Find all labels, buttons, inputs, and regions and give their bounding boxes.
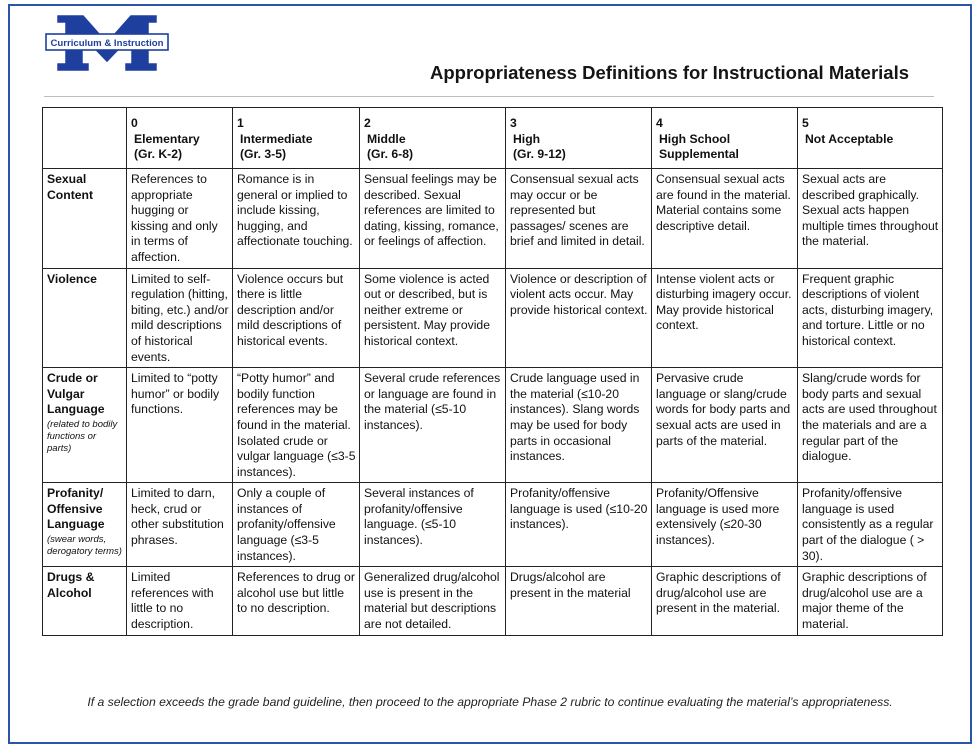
level-number: 2 (364, 116, 371, 130)
table-cell: Violence or description of violent acts occur. May provide historical context. (506, 268, 652, 368)
level-grades: (Gr. 3-5) (240, 147, 287, 162)
table-cell: References to appropriate hugging or kissing and only in terms of affection. (127, 169, 233, 269)
level-number: 3 (510, 116, 517, 130)
row-label (43, 268, 127, 368)
table-cell: Graphic descriptions of drug/alcohol use are a major theme of the material. (798, 567, 943, 635)
row-label-note: (related to bodily functions or parts) (47, 418, 118, 454)
column-header-1 (233, 108, 360, 169)
level-grades: (Gr. K-2) (134, 147, 183, 162)
level-number: 4 (656, 116, 663, 130)
table-cell: Several crude references or language are found in the material (≤5-10 instances). (360, 368, 506, 483)
table-row-violence (43, 268, 943, 368)
table-cell: Pervasive crude language or slang/crude words for body parts and sexual acts are used in parts of the material. (652, 368, 798, 483)
table-cell: “Potty humor” and bodily function references may be found in the material. Isolated crude or vulgar language (≤3-5 instances). (233, 368, 360, 483)
level-name: Elementary (134, 131, 200, 146)
table-cell: Romance is in general or implied to include kissing, hugging, and affectionate touching. (233, 169, 360, 269)
table-cell: Profanity/offensive language is used (≤10-20 instances). (506, 483, 652, 567)
table-row-drugs-alcohol (43, 567, 943, 635)
table-cell: Crude language used in the material (≤10-20 instances). Slang words may be used for body parts in occasional instances. (506, 368, 652, 483)
level-grades: (Gr. 9-12) (513, 147, 566, 162)
row-label-text: Profanity/ Offensive Language (47, 486, 105, 532)
table-cell: Sensual feelings may be described. Sexual references are limited to dating, kissing, romance, or feelings of affection. (360, 169, 506, 269)
row-label-text: Sexual Content (47, 172, 94, 202)
level-number: 0 (131, 116, 138, 130)
level-grades: Supplemental (659, 147, 739, 162)
table-cell: Sexual acts are described graphically. Sexual acts happen multiple times throughout the material. (798, 169, 943, 269)
table-cell: Violence occurs but there is little description and/or mild descriptions of historical events. (233, 268, 360, 368)
column-header-3 (506, 108, 652, 169)
footnote: If a selection exceeds the grade band guideline, then proceed to the appropriate Phase 2 rubric to continue evaluating the material’s appropriateness. (87, 695, 893, 709)
table-row-profanity (43, 483, 943, 567)
row-label-note: (swear words, derogatory terms) (47, 534, 122, 558)
table-cell: Some violence is acted out or described, but is neither extreme or persistent. May provide historical context. (360, 268, 506, 368)
header-row (43, 108, 943, 169)
document-title: Appropriateness Definitions for Instructional Materials (430, 62, 910, 83)
table-cell: Limited to self-regulation (hitting, biting, etc.) and/or mild descriptions of historical events. (127, 268, 233, 368)
logo-banner-text: Curriculum & Instruction (50, 38, 164, 49)
row-label (43, 169, 127, 269)
row-label (43, 483, 127, 567)
table-cell: Slang/crude words for body parts and sexual acts are used throughout the materials and are a regular part of the dialogue. (798, 368, 943, 483)
table-cell: Drugs/alcohol are present in the material (506, 567, 652, 635)
table-cell: Graphic descriptions of drug/alcohol use are present in the material. (652, 567, 798, 635)
definitions-table (42, 107, 943, 636)
table-cell: Profanity/offensive language is used consistently as a regular part of the dialogue ( > 30). (798, 483, 943, 567)
column-header-0 (127, 108, 233, 169)
table-cell: References to drug or alcohol use but little to no description. (233, 567, 360, 635)
curriculum-instruction-logo (44, 10, 170, 76)
table-cell: Intense violent acts or disturbing imagery occur. May provide historical context. (652, 268, 798, 368)
level-name: Middle (367, 131, 406, 146)
row-label-text: Drugs & Alcohol (47, 570, 95, 600)
level-name: High (513, 131, 541, 146)
level-name: High School (659, 131, 731, 146)
table-cell: Only a couple of instances of profanity/offensive language (≤3-5 instances). (233, 483, 360, 567)
table-row-crude-language (43, 368, 943, 483)
table-cell: Consensual sexual acts are found in the material. Material contains some descriptive detail. (652, 169, 798, 269)
table-cell: Several instances of profanity/offensive language. (≤5-10 instances). (360, 483, 506, 567)
level-name: Not Acceptable (805, 131, 894, 146)
column-header-4 (652, 108, 798, 169)
level-grades: (Gr. 6-8) (367, 147, 414, 162)
table-cell: Frequent graphic descriptions of violent acts, disturbing imagery, and torture. Little or no historical context. (798, 268, 943, 368)
table-cell: Generalized drug/alcohol use is present in the material but descriptions are not detailed. (360, 567, 506, 635)
column-header-5 (798, 108, 943, 169)
title-divider (44, 96, 934, 97)
level-number: 1 (237, 116, 244, 130)
level-name: Intermediate (240, 131, 313, 146)
table-cell: Limited to darn, heck, crud or other substitution phrases. (127, 483, 233, 567)
table-cell: Consensual sexual acts may occur or be represented but passages/ scenes are brief and limited in detail. (506, 169, 652, 269)
level-number: 5 (802, 116, 809, 130)
table-cell: Limited references with little to no description. (127, 567, 233, 635)
row-label-text: Crude or Vulgar Language (47, 371, 105, 417)
corner-cell (43, 108, 127, 169)
row-label (43, 368, 127, 483)
table-cell: Limited to “potty humor” or bodily functions. (127, 368, 233, 483)
column-header-2 (360, 108, 506, 169)
row-label-text: Violence (47, 271, 97, 286)
table-cell: Profanity/Offensive language is used more extensively (≤20-30 instances). (652, 483, 798, 567)
table-row-sexual-content (43, 169, 943, 269)
row-label (43, 567, 127, 635)
